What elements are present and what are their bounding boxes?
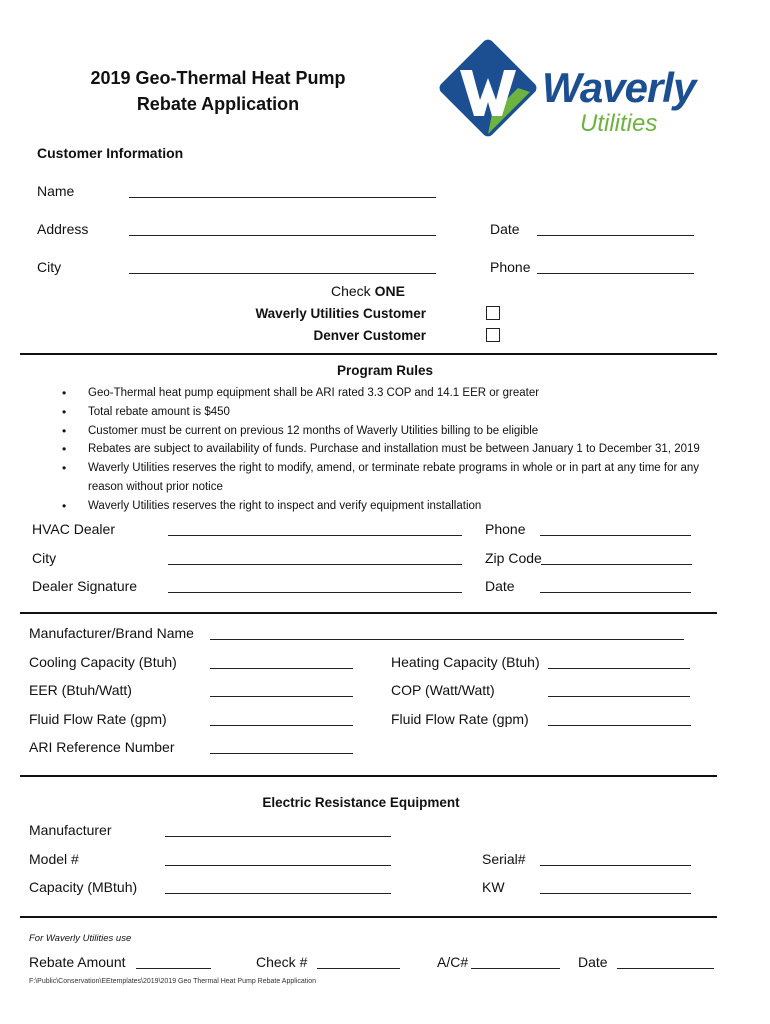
dealer-city-label: City [32, 550, 57, 566]
customer-date-field[interactable] [537, 235, 694, 236]
rebate-amount-field[interactable] [136, 968, 211, 969]
option-waverly-customer-label: Waverly Utilities Customer [255, 306, 426, 321]
eer-field[interactable] [210, 696, 353, 697]
office-date-field[interactable] [617, 968, 714, 969]
section-divider [20, 612, 717, 614]
check-number-field[interactable] [317, 968, 400, 969]
serial-number-field[interactable] [540, 865, 691, 866]
fluid-flow-rate-left-field[interactable] [210, 725, 353, 726]
ari-reference-field[interactable] [210, 753, 353, 754]
dealer-date-label: Date [485, 578, 515, 594]
dealer-date-field[interactable] [540, 592, 691, 593]
customer-phone-label: Phone [490, 259, 531, 275]
rule-item: • Rebates are subject to availability of funds. Purchase and installation must be between January 1 to December 31, 2019 [56, 440, 716, 459]
kw-field[interactable] [540, 893, 691, 894]
check-one-label: Check ONE [331, 283, 405, 299]
model-number-label: Model # [29, 851, 79, 867]
electric-resistance-heading: Electric Resistance Equipment [262, 795, 460, 810]
customer-phone-field[interactable] [537, 273, 694, 274]
form-title-line2: Rebate Application [136, 94, 300, 114]
file-path-footer: F:\Public\Conservation\EEtemplates\2019\2019 Geo Thermal Heat Pump Rebate Application [29, 978, 317, 985]
ac-number-label: A/C# [437, 954, 469, 970]
serial-number-label: Serial# [482, 851, 526, 867]
city-label: City [37, 259, 62, 275]
cooling-capacity-label: Cooling Capacity (Btuh) [29, 654, 177, 670]
name-field[interactable] [129, 197, 436, 198]
rule-item: • Customer must be current on previous 12 months of Waverly Utilities billing to be eligible [56, 422, 716, 441]
hvac-dealer-field[interactable] [168, 535, 462, 536]
logo-word-utilities: Utilities [580, 110, 658, 137]
heating-capacity-label: Heating Capacity (Btuh) [391, 654, 540, 670]
city-field[interactable] [129, 273, 436, 274]
model-number-field[interactable] [165, 865, 391, 866]
waverly-logo [438, 38, 708, 142]
eer-label: EER (Btuh/Watt) [29, 682, 132, 698]
er-capacity-label: Capacity (MBtuh) [29, 879, 138, 895]
denver-customer-checkbox[interactable] [486, 328, 500, 342]
er-manufacturer-label: Manufacturer [29, 822, 112, 838]
address-field[interactable] [129, 235, 436, 236]
rule-item: • Waverly Utilities reserves the right to modify, amend, or terminate rebate programs in whole or in part at any time for any reason without prior notice [56, 459, 708, 497]
manufacturer-brand-label: Manufacturer/Brand Name [29, 625, 194, 641]
cop-label: COP (Watt/Watt) [391, 682, 495, 698]
office-date-label: Date [578, 954, 608, 970]
check-number-label: Check # [256, 954, 308, 970]
rule-item: • Waverly Utilities reserves the right to inspect and verify equipment installation [56, 497, 716, 516]
fluid-flow-rate-right-label: Fluid Flow Rate (gpm) [391, 711, 529, 727]
dealer-signature-label: Dealer Signature [32, 578, 138, 594]
kw-label: KW [482, 879, 505, 895]
ac-number-field[interactable] [471, 968, 560, 969]
form-title-line1: 2019 Geo-Thermal Heat Pump [90, 68, 346, 88]
logo-word-waverly: Waverly [542, 64, 696, 111]
dealer-phone-label: Phone [485, 521, 526, 537]
section-divider [20, 353, 717, 355]
waverly-customer-checkbox[interactable] [486, 306, 500, 320]
address-label: Address [37, 221, 89, 237]
fluid-flow-rate-left-label: Fluid Flow Rate (gpm) [29, 711, 167, 727]
dealer-phone-field[interactable] [540, 535, 691, 536]
section-divider [20, 775, 717, 777]
dealer-city-field[interactable] [168, 564, 462, 565]
er-capacity-field[interactable] [165, 893, 391, 894]
waverly-w-logo-icon [438, 38, 538, 138]
ari-reference-label: ARI Reference Number [29, 739, 175, 755]
dealer-zip-label: Zip Code [485, 550, 542, 566]
customer-info-heading: Customer Information [37, 145, 184, 161]
customer-date-label: Date [490, 221, 520, 237]
dealer-zip-field[interactable] [541, 564, 692, 565]
name-label: Name [37, 183, 75, 199]
cop-field[interactable] [548, 696, 690, 697]
heating-capacity-field[interactable] [548, 668, 690, 669]
option-denver-customer-label: Denver Customer [313, 328, 426, 343]
program-rules-heading: Program Rules [336, 363, 434, 378]
rebate-amount-label: Rebate Amount [29, 954, 126, 970]
cooling-capacity-field[interactable] [210, 668, 353, 669]
manufacturer-brand-field[interactable] [210, 639, 684, 640]
er-manufacturer-field[interactable] [165, 836, 391, 837]
dealer-signature-field[interactable] [168, 592, 462, 593]
section-divider [20, 916, 717, 918]
office-use-heading: For Waverly Utilities use [29, 933, 132, 944]
rule-item: • Geo-Thermal heat pump equipment shall be ARI rated 3.3 COP and 14.1 EER or greater [56, 384, 716, 403]
fluid-flow-rate-right-field[interactable] [548, 725, 691, 726]
rule-item: • Total rebate amount is $450 [56, 403, 716, 422]
hvac-dealer-label: HVAC Dealer [32, 521, 115, 537]
program-rules-list [56, 384, 716, 516]
